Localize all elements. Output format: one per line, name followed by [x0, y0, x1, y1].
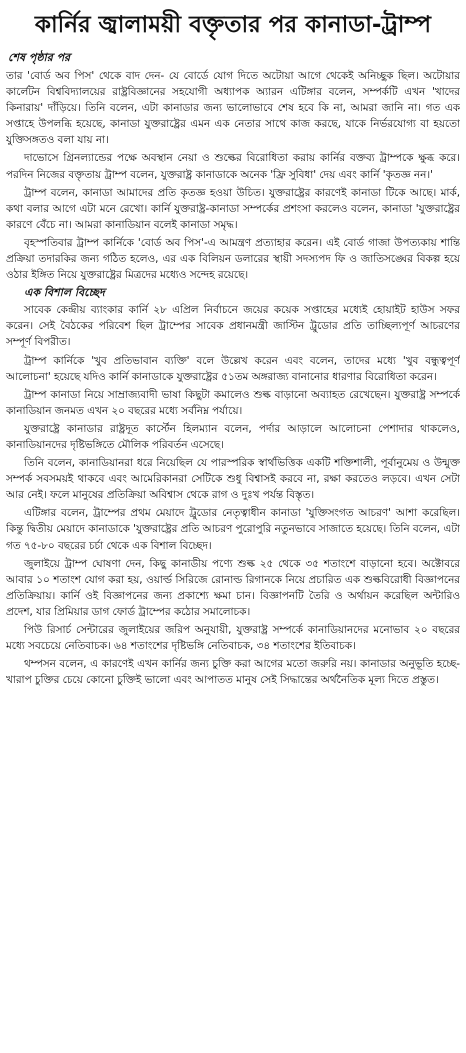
paragraph: এটিঙ্গার বলেন, ট্রাম্পের প্রথম মেয়াদে ট্রুডোর নেতৃত্বাধীন কানাডা 'যুক্তিসংগত আচরণ' আশা করেছিল। কিন্তু দ্বিতীয় মেয়াদে কানাডাকে 'যুক্তরাষ্ট্রের প্রতি আচরণ পুরোপুরি নতুনভাবে সাজাতে হয়েছে। তিনি বলেন, এটা গত ৭৫-৮০ বছরের চর্চা থেকে এক বিশাল বিচ্ছেদ।	[6, 507, 460, 552]
paragraph: তার 'বোর্ড অব পিস' থেকে বাদ দেন- যে বোর্ডে যোগ দিতে অটোয়া আগে থেকেই অনিচ্ছুক ছিল। অটোয়ার কার্লেটন বিশ্ববিদ্যালয়ের রাষ্ট্রবিজ্ঞানের সহযোগী অধ্যাপক অ্যারন এটিঙ্গার বলেন, সম্পর্কটি এখন 'খাদের কিনারায়' দাঁড়িয়ে। তিনি বলেন, এটা কানাডার জন্য ভালোভাবে শেষ হবে কি না, আমরা জানি না। গত এক সপ্তাহে উপলব্ধি হয়েছে, কানাডা যুক্তরাষ্ট্রের এমন এক নেতার সাথে কাজ করছে, যাকে নির্ভরযোগ্য বা হয়তো যুক্তিসঙ্গতও বলা যায় না।	[6, 70, 460, 147]
paragraph: ট্রাম্প কানাডা নিয়ে সাম্রাজ্যবাদী ভাষা কিছুটা কমালেও শুল্ক বাড়ানো অব্যাহত রেখেছেন। যুক্তরাষ্ট্র সম্পর্কে কানাডিয়ান জনমত এখন ২০ বছরের মধ্যে সর্বনিম্ন পর্যায়ে।	[6, 388, 460, 417]
article-body	[6, 68, 460, 1050]
paragraph: ট্রাম্প বলেন, কানাডা আমাদের প্রতি কৃতজ্ঞ হওয়া উচিত। যুক্তরাষ্ট্রের কারণেই কানাডা টিকে আছে। মার্ক, কথা বলার আগে এটা মনে রেখো। কার্নি যুক্তরাষ্ট্র-কানাডা সম্পর্কের প্রশংসা করলেও বলেন, কানাডা 'যুক্তরাষ্ট্রের কারণে বেঁচে না। আমরা কানাডিয়ান বলেই কানাডা সমৃদ্ধ।	[6, 186, 460, 231]
paragraph: বৃহস্পতিবার ট্রাম্প কার্নিকে 'বোর্ড অব পিস'-এ আমন্ত্রণ প্রত্যাহার করেন। এই বোর্ড গাজা উপত্যকায় শান্তি প্রক্রিয়া তদারকির জন্য গঠিত হলেও, এর এক বিলিয়ন ডলারের স্থায়ী সদস্যপদ ফি ও জাতিসঙ্ঘের বিকল্প হয়ে ওঠার ইঙ্গিত নিয়ে যুক্তরাষ্ট্রের মিত্রদের মধ্যেও সন্দেহ রয়েছে।	[6, 236, 460, 282]
paragraph: দাভোসে গ্রিনল্যান্ডের পক্ষে অবস্থান নেয়া ও শুল্কের বিরোধিতা করায় কার্নির বক্তব্য ট্রাম্পকে ক্ষুব্ধ করে। পরদিন নিজের বক্তৃতায় ট্রাম্প বলেন, যুক্তরাষ্ট্র কানাডাকে অনেক 'ফ্রি সুবিধা' দেয় এবং কার্নি 'কৃতজ্ঞ নন।'	[6, 152, 460, 181]
paragraph: পিউ রিসার্চ সেন্টারের জুলাইয়ের জরিপ অনুযায়ী, যুক্তরাষ্ট্র সম্পর্কে কানাডিয়ানদের মনোভাব ২০ বছরের মধ্যে সবচেয়ে নেতিবাচক। ৬৪ শতাংশের দৃষ্টিভঙ্গি নেতিবাচক, ৩৪ শতাংশের ইতিবাচক।	[6, 624, 460, 653]
paragraph: যুক্তরাষ্ট্রে কানাডার রাষ্ট্রদূত কার্স্টেন হিলম্যান বলেন, পর্দার আড়ালে আলোচনা পেশাদার থাকলেও, কানাডিয়ানদের দৃষ্টিভঙ্গিতে মৌলিক পরিবর্তন এসেছে।	[6, 422, 460, 451]
headline: কার্নির জ্বালাময়ী বক্তৃতার পর কানাডা-ট্রাম্প	[34, 12, 432, 38]
paragraph: জুলাইয়ে ট্রাম্প ঘোষণা দেন, কিছু কানাডীয় পণ্যে শুল্ক ২৫ থেকে ৩৫ শতাংশে বাড়ানো হবে। অক্টোবরে আবার ১০ শতাংশ যোগ করা হয়, ওয়ার্ল্ড সিরিজে রোনাল্ড রিগানকে নিয়ে প্রচারিত এক শুল্কবিরোধী বিজ্ঞাপনের প্রতিক্রিয়ায়। কার্নি ওই বিজ্ঞাপনের জন্য প্রকাশ্যে ক্ষমা চান। বিজ্ঞাপনটি তৈরি ও অর্থায়ন করেছিল অন্টারিও প্রদেশ, যার প্রিমিয়ার ডাগ ফোর্ড ট্রাম্পের কঠোর সমালোচক।	[6, 557, 460, 618]
paragraph: ট্রাম্প কার্নিকে 'খুব প্রতিভাবান ব্যক্তি' বলে উল্লেখ করেন এবং বলেন, তাদের মধ্যে 'খুব বন্ধুত্বপূর্ণ আলোচনা' হয়েছে যদিও কার্নি কানাডাকে যুক্তরাষ্ট্রের ৫১তম অঙ্গরাজ্য বানানোর ধারণার বিরোধিতা করেন।	[6, 354, 460, 383]
paragraph: থম্পসন বলেন, এ কারণেই এখন কার্নির জন্য চুক্তি করা আগের মতো জরুরি নয়। কানাডার অনুভূতি হচ্ছে- খারাপ চুক্তির চেয়ে কোনো চুক্তিই ভালো এবং আপাতত মানুষ সেই সিদ্ধান্তের অর্থনৈতিক মূল্য দিতে প্রস্তুত।	[6, 658, 460, 687]
paragraph: তিনি বলেন, কানাডিয়ানরা ধরে নিয়েছিল যে পারস্পরিক স্বার্থভিত্তিক একটি শক্তিশালী, পূর্বানুমেয় ও উন্মুক্ত সম্পর্ক সবসময়ই থাকবে এবং আমেরিকানরা সেটিকে শুধু বিশ্বাসই করবে না, রক্ষা করতেও লড়বে। এখন সেটা আর নেই। ফলে মানুষের প্রতিক্রিয়া অবিশ্বাস থেকে রাগ ও দুঃখ পর্যন্ত বিস্তৃত।	[6, 457, 460, 502]
section-subhead: এক বিশাল বিচ্ছেদ	[24, 286, 105, 300]
paragraph: সাবেক কেন্দ্রীয় ব্যাংকার কার্নি ২৮ এপ্রিল নির্বাচনে জয়ের কয়েক সপ্তাহের মধ্যেই হোয়াইট হাউস সফর করেন। সেই বৈঠকের পরিবেশ ছিল ট্রাম্পের সাবেক প্রধানমন্ত্রী জাস্টিন ট্রুডোর প্রতি তাচ্ছিল্যপূর্ণ আচরণের সম্পূর্ণ বিপরীত।	[6, 304, 460, 349]
continued-label: শেষ পৃষ্ঠার পর	[8, 51, 71, 64]
